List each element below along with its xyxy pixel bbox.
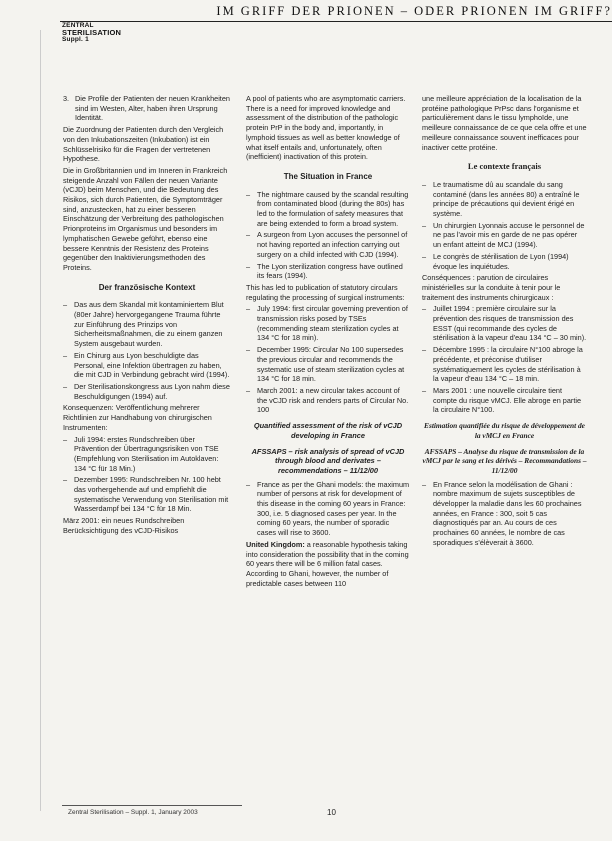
list-item: – July 1994: first circular governing prevention of transmission risks posed by TSEs (recommending steam sterilization cycles at 134 °C for 18 min). xyxy=(246,304,410,343)
list-item: – Le congrès de stérilisation de Lyon (1994) évoque les inquiétudes. xyxy=(422,252,587,271)
footer-publication: Zentral Sterilisation – Suppl. 1, January 2003 xyxy=(68,809,198,816)
scan-edge-line xyxy=(40,30,41,811)
section-heading-english: The Situation in France xyxy=(283,171,373,181)
paragraph: Die Zuordnung der Patienten durch den Vergleich von den Inkubationszeiten (Inkubation) ist ein Schlüsselrisiko für die Fragen der vertretenen Hypothese. xyxy=(63,125,224,164)
journal-logo-line3: Suppl. 1 xyxy=(62,36,89,43)
list-item: – Ein Chirurg aus Lyon beschuldigte das Personal, eine Infektion übertragen zu haben, die mit CJD in Verbindung gebracht wird (1994). xyxy=(63,351,231,380)
list-item: – Juillet 1994 : première circulaire sur la prévention des risques de transmission des ESST (qui recommande des cycles de stérilisation à la vapeur d'eau 134 °C – 30 min). xyxy=(422,304,587,343)
footer-rule xyxy=(62,805,242,806)
list-item: – Décembre 1995 : la circulaire N°100 abroge la précédente, et préconise d'utiliser systématiquement les cycles de stérilisation à la vapeur d'eau 134 °C – 18 min. xyxy=(422,345,587,384)
list-item: – Mars 2001 : une nouvelle circulaire tient compte du risque vMCJ. Elle abroge en partie la circulaire N°100. xyxy=(422,386,587,415)
paragraph: Conséquences : parution de circulaires ministérielles sur la conduite à tenir pour le traitement des instruments chirurgicaux : xyxy=(422,273,561,302)
bullet-list xyxy=(422,304,587,415)
list-item: – En France selon la modélisation de Ghani : nombre maximum de sujets susceptibles de développer la maladie dans les 60 prochaines années, en France : 300, soit 5 cas diagnostiqués par an. Au cours de ces prochaines 60 années, le nombre de cas sporadiques s'élèverait à 3600. xyxy=(422,480,587,548)
bullet-list xyxy=(246,480,410,538)
list-item: – Der Sterilisationskongress aus Lyon nahm diese Beschuldigungen (1994) auf. xyxy=(63,382,231,401)
list-item: – Un chirurgien Lyonnais accuse le personnel de ne pas l'avoir mis en garde de ne pas opérer un enfant atteint de MCJ (1994). xyxy=(422,221,587,250)
column-french xyxy=(422,94,587,550)
bullet-list xyxy=(422,180,587,271)
section-heading-german: Der französische Kontext xyxy=(98,282,196,292)
list-item: – March 2001: a new circular takes account of the vCJD risk and renders parts of Circular No. 100 xyxy=(246,386,410,415)
paragraph: März 2001: ein neues Rundschreiben Berücksichtigung des vCJD-Risikos xyxy=(63,516,185,535)
paragraph: Die in Großbritannien und im Inneren in Frankreich steigende Anzahl von Fällen der neuen Variante (vCJD) beim Menschen, und die Bedeutung des Risikos, sich durch Patienten, die Symptomträger sind, anzustecken, hat zu einer besseren Einschätzung der Verbreitung des pathologischen Prionproteins im Organismus und besonders im lymphatischen Gewebe geführt, ebenso eine bessere Kenntnis der Resistenz des Proteins gegenüber den Inaktivierungsmethoden des Proteins. xyxy=(63,165,228,272)
running-title: IM GRIFF DER PRIONEN – ODER PRIONEN IM GRIFF? xyxy=(216,4,612,18)
bullet-list xyxy=(246,304,410,415)
uk-lead: United Kingdom: xyxy=(246,539,305,549)
list-item: – The nightmare caused by the scandal resulting from contaminated blood (during the 80s) has led to the formulation of safety measures that are being extended to form a broad system. xyxy=(246,190,410,229)
subheading: AFSSAPS – risk analysis of spread of vCJD through blood and derivates – recommendations – 11/12/00 xyxy=(251,446,405,475)
list-item: – The Lyon sterilization congress have outlined its fears (1994). xyxy=(246,262,410,281)
item-number: 3. xyxy=(63,94,70,103)
subheading: Quantified assessment of the risk of vCJD developing in France xyxy=(253,421,403,440)
list-item: – A surgeon from Lyon accuses the personnel of not having reported an infection carrying out surgery on a child infected with CJD (1994). xyxy=(246,230,410,259)
section-heading-french: Le contexte français xyxy=(467,161,542,172)
paragraph: une meilleure appréciation de la localisation de la protéine pathologique PrPsc dans l'organisme et particulièrement dans le tissu lymphoïde, une meilleure connaissance de ce que cela offre et une meilleure connaissance souvent inefficaces pour inactiver cette protéine. xyxy=(422,94,587,152)
subheading: Estimation quantifiée du risque de développement de la vMCJ en France xyxy=(424,421,585,440)
list-item: – Le traumatisme dû au scandale du sang contaminé (dans les années 80) a entraîné le principe de précautions qui devient érigé en système. xyxy=(422,180,587,219)
paragraph: Konsequenzen: Veröffentlichung mehrerer Richtlinien zur Handhabung von chirurgischen Instrumenten: xyxy=(63,403,212,432)
paragraph xyxy=(246,540,410,589)
list-item: – Dezember 1995: Rundschreiben Nr. 100 hebt das vorhergehende auf und empfiehlt die systematische Verwendung von Sterilisation mit Wasserdampf bei 134 °C für 18 Min. xyxy=(63,475,231,514)
bullet-list xyxy=(422,480,587,548)
numbered-item xyxy=(63,94,231,123)
list-item: – Das aus dem Skandal mit kontaminiertem Blut (80er Jahre) hervorgegangene Trauma führte zur Einführung des Prinzips von Sicherheitsmaßnahmen, die zu einem ganzen System ausgebaut wurden. xyxy=(63,300,231,349)
list-item: – Juli 1994: erstes Rundschreiben über Prävention der Übertragungsrisiken von TSE (Empfehlung von Sterilisation im Autoklaven: 134 °C für 18 Min.) xyxy=(63,435,231,474)
paragraph: This has led to publication of statutory circulars regulating the processing of surgical instruments: xyxy=(246,282,405,302)
uk-text: a reasonable hypothesis taking into consideration the possibility that in the coming 60 years there will be 6 million fatal cases. According to Ghani, however, the number of predictable cases between 110 xyxy=(246,539,409,588)
journal-logo-line2: STERILISATION xyxy=(62,28,122,37)
bullet-list xyxy=(63,300,231,401)
list-item: – December 1995: Circular No 100 supersedes the previous circular and recommends the systematic use of steam sterilization cycles at 134 °C for 18 min. xyxy=(246,345,410,384)
subheading: AFSSAPS – Analyse du risque de transmission de la vMCJ par le sang et les dérivés – Recommandations – 11/12/00 xyxy=(422,446,587,475)
page-footer xyxy=(62,805,612,825)
header-rule xyxy=(60,21,612,22)
item-text: Die Profile der Patienten der neuen Krankheiten sind im Westen, Alter, haben ihren Ursprung Identität. xyxy=(75,94,230,123)
bullet-list xyxy=(246,190,410,281)
bullet-list xyxy=(63,435,231,515)
list-item: – France as per the Ghani models: the maximum number of persons at risk for development of this disease in the coming 60 years in France: 300, i.e. 5 diagnosed cases per year. In the coming 60 years, the number of sporadic cases will rise to 3600. xyxy=(246,480,410,538)
paragraph: A pool of patients who are asymptomatic carriers. There is a need for improved knowledge and assessment of the distribution of the pathologic protein PrP in the body and, importantly, in lymphoid tissues as well as better knowledge of what itself entails and, unfortunately, often (inefficient) inactivation of this protein. xyxy=(246,94,406,162)
column-english xyxy=(246,94,410,590)
journal-logo-line1: ZENTRAL xyxy=(62,22,94,29)
journal-logo xyxy=(62,22,121,43)
page-number: 10 xyxy=(327,808,336,817)
column-german xyxy=(63,94,231,538)
